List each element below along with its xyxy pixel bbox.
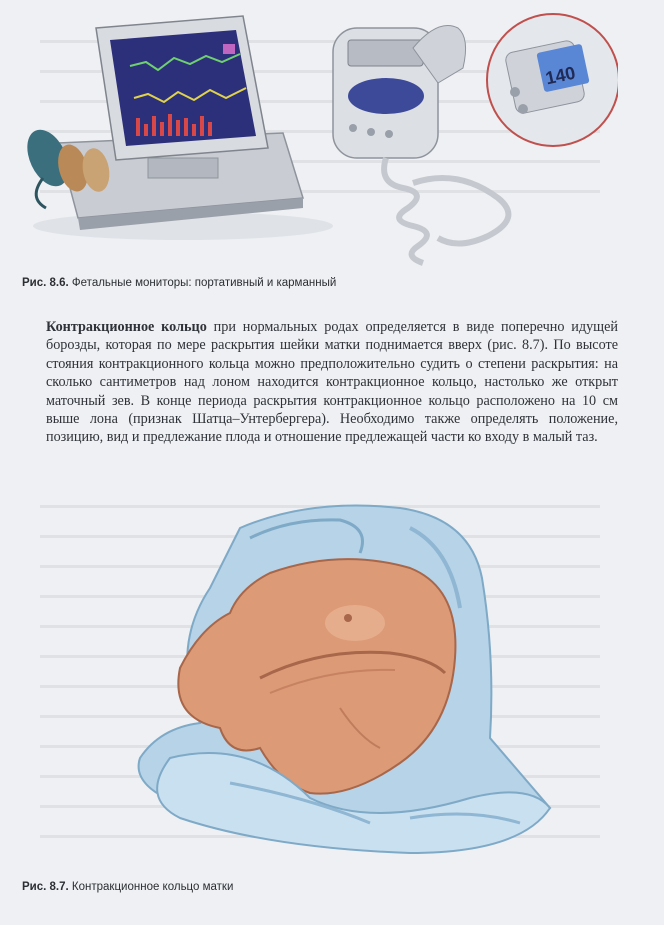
- pocket-doppler-icon: [333, 14, 618, 263]
- contraction-ring-illustration: [139, 506, 550, 854]
- caption-label: Рис. 8.6.: [22, 277, 69, 289]
- figure-contraction-ring: [110, 498, 580, 868]
- fetal-monitor-icon: [19, 16, 333, 240]
- figure-caption-8-7: [22, 881, 622, 893]
- doppler-screen-readout: 140: [543, 62, 578, 89]
- body-paragraph: [46, 318, 618, 447]
- paragraph-lead-term: Контракционное кольцо: [46, 319, 207, 335]
- caption-text: Фетальные мониторы: портативный и карманный: [71, 277, 337, 289]
- figure-caption-8-6: [22, 277, 622, 289]
- paragraph-text: при нормальных родах определяется в виде поперечно идущей борозды, которая по мере раскрытия шейки матки поднимается вверх (рис. 8.7). По высоте стояния контракционного кольца можно предположительно судить о степени раскрытия: на сколько сантиметров над лоном находится контракционное кольцо, настолько же открыт маточный зев. В конце периода раскрытия контракционное кольцо расположено на 10 см выше лона (признак Шатца–Унтербергера). Необходимо также определять положение, позицию, вид и предлежание плода и отношение предлежащей части ко входу в малый таз.: [46, 319, 618, 446]
- caption-text: Контракционное кольцо матки: [71, 881, 234, 893]
- caption-label: Рис. 8.7.: [22, 881, 69, 893]
- figure-fetal-monitors: [18, 8, 618, 270]
